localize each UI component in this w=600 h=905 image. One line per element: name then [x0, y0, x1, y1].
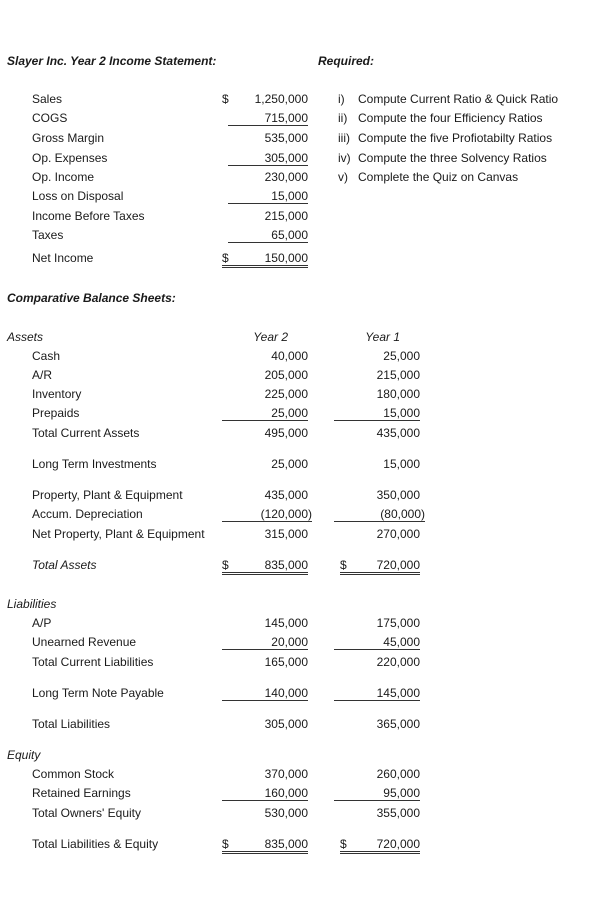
- income-label-loss-disposal: Loss on Disposal: [32, 189, 124, 203]
- prepaids-y2-underline: [222, 406, 308, 421]
- income-label-cogs: COGS: [32, 111, 68, 125]
- required-title: Required:: [318, 54, 375, 68]
- asset-y1-ppe: 350,000: [376, 488, 420, 502]
- required-item-text: Compute Current Ratio & Quick Ratio: [358, 92, 559, 106]
- liability-label-total: Total Liabilities: [32, 717, 111, 731]
- asset-y1-long-term-investments: 15,000: [383, 457, 420, 471]
- liability-y2-total-current: 165,000: [264, 655, 308, 669]
- asset-y2-cash: 40,000: [271, 349, 308, 363]
- asset-y1-inventory: 180,000: [376, 387, 420, 401]
- asset-y2-total-assets: 835,000: [264, 558, 308, 572]
- required-item-num: i): [338, 92, 345, 106]
- asset-y1-total-current: 435,000: [376, 426, 420, 440]
- liability-y1-unearned-revenue: 45,000: [383, 635, 420, 649]
- required-item-text: Compute the four Efficiency Ratios: [358, 111, 543, 125]
- unearned-y1-underline: [334, 635, 420, 650]
- asset-label-ppe: Property, Plant & Equipment: [32, 488, 183, 502]
- liability-y1-ap: 175,000: [376, 616, 420, 630]
- income-value-gross-margin: 535,000: [264, 131, 308, 145]
- liability-y2-unearned-revenue: 20,000: [271, 635, 308, 649]
- liability-label-unearned-revenue: Unearned Revenue: [32, 635, 137, 649]
- equity-label-common-stock: Common Stock: [32, 767, 115, 781]
- income-label-op-income: Op. Income: [32, 170, 95, 184]
- liability-y1-total: 365,000: [376, 717, 420, 731]
- income-value-op-income: 230,000: [264, 170, 308, 184]
- lt-note-y2-underline: [222, 686, 308, 701]
- required-item-num: v): [338, 170, 348, 184]
- balance-sheet-title: Comparative Balance Sheets:: [7, 291, 176, 305]
- liability-y1-long-term-note: 145,000: [376, 686, 420, 700]
- income-label-income-before-taxes: Income Before Taxes: [32, 209, 145, 223]
- income-value-cogs: 715,000: [228, 111, 308, 126]
- liabilities-heading: Liabilities: [7, 597, 57, 611]
- equity-y2-retained-earnings: 160,000: [264, 786, 308, 800]
- accum-dep-y1-underline: [334, 507, 425, 522]
- asset-label-cash: Cash: [32, 349, 61, 363]
- income-value-sales: 1,250,000: [254, 92, 308, 106]
- total-assets-y2-dollar: $: [222, 558, 229, 572]
- equity-y1-total-liab-equity: 720,000: [376, 837, 420, 851]
- asset-y2-net-ppe: 315,000: [264, 527, 308, 541]
- retained-y2-underline: [222, 786, 308, 801]
- equity-y1-total-owners: 355,000: [376, 806, 420, 820]
- liability-y1-total-current: 220,000: [376, 655, 420, 669]
- retained-y1-underline: [334, 786, 420, 801]
- income-label-gross-margin: Gross Margin: [32, 131, 105, 145]
- equity-y1-common-stock: 260,000: [376, 767, 420, 781]
- total-le-y2-dollar: $: [222, 837, 229, 851]
- income-value-taxes: 65,000: [228, 228, 308, 243]
- asset-y1-net-ppe: 270,000: [376, 527, 420, 541]
- equity-y2-total-owners: 530,000: [264, 806, 308, 820]
- asset-label-prepaids: Prepaids: [32, 406, 80, 420]
- equity-y1-retained-earnings: 95,000: [383, 786, 420, 800]
- income-value-income-before-taxes: 215,000: [264, 209, 308, 223]
- equity-label-total-owners: Total Owners' Equity: [32, 806, 142, 820]
- total-le-y1-dollar: $: [340, 837, 347, 851]
- asset-y2-total-current: 495,000: [264, 426, 308, 440]
- asset-label-total-current: Total Current Assets: [32, 426, 140, 440]
- asset-label-ar: A/R: [32, 368, 53, 382]
- column-year1-header: Year 1: [365, 330, 400, 344]
- income-dollar-sign: $: [222, 92, 229, 106]
- income-value-loss-disposal: 15,000: [228, 189, 308, 204]
- assets-heading: Assets: [7, 330, 44, 344]
- liability-label-long-term-note: Long Term Note Payable: [32, 686, 164, 700]
- asset-label-net-ppe: Net Property, Plant & Equipment: [32, 527, 205, 541]
- income-label-taxes: Taxes: [32, 228, 64, 242]
- asset-y2-ppe: 435,000: [264, 488, 308, 502]
- prepaids-y1-underline: [334, 406, 420, 421]
- income-value-op-expenses: 305,000: [228, 151, 308, 166]
- asset-y2-ar: 205,000: [264, 368, 308, 382]
- asset-label-total-assets: Total Assets: [32, 558, 97, 572]
- income-statement-title: Slayer Inc. Year 2 Income Statement:: [7, 54, 217, 68]
- asset-y2-accum-depreciation: (120,000): [260, 507, 312, 521]
- asset-label-accum-depreciation: Accum. Depreciation: [32, 507, 143, 521]
- column-year2-header: Year 2: [253, 330, 288, 344]
- required-item-text: Complete the Quiz on Canvas: [358, 170, 519, 184]
- equity-label-retained-earnings: Retained Earnings: [32, 786, 131, 800]
- income-label-sales: Sales: [32, 92, 63, 106]
- liability-y2-ap: 145,000: [264, 616, 308, 630]
- unearned-y2-underline: [222, 635, 308, 650]
- required-item-text: Compute the three Solvency Ratios: [358, 151, 547, 165]
- liability-label-total-current: Total Current Liabilities: [32, 655, 154, 669]
- required-item-num: iv): [338, 151, 351, 165]
- asset-y1-ar: 215,000: [376, 368, 420, 382]
- income-value-net-income: 150,000: [264, 251, 308, 265]
- asset-y1-total-assets: 720,000: [376, 558, 420, 572]
- asset-y1-accum-depreciation: (80,000): [380, 507, 425, 521]
- income-label-op-expenses: Op. Expenses: [32, 151, 108, 165]
- asset-y2-inventory: 225,000: [264, 387, 308, 401]
- net-income-dollar-sign: $: [222, 251, 229, 265]
- asset-label-long-term-investments: Long Term Investments: [32, 457, 157, 471]
- income-label-net-income: Net Income: [32, 251, 94, 265]
- accum-dep-y2-underline: [222, 507, 312, 522]
- equity-label-total-liab-equity: Total Liabilities & Equity: [32, 837, 159, 851]
- asset-y1-prepaids: 15,000: [383, 406, 420, 420]
- liability-label-ap: A/P: [32, 616, 52, 630]
- total-assets-y1-dollar: $: [340, 558, 347, 572]
- asset-label-inventory: Inventory: [32, 387, 82, 401]
- asset-y2-prepaids: 25,000: [271, 406, 308, 420]
- required-item-text: Compute the five Profiotabilty Ratios: [358, 131, 553, 145]
- equity-y2-total-liab-equity: 835,000: [264, 837, 308, 851]
- asset-y2-long-term-investments: 25,000: [271, 457, 308, 471]
- liability-y2-total: 305,000: [264, 717, 308, 731]
- equity-heading: Equity: [7, 748, 41, 762]
- liability-y2-long-term-note: 140,000: [264, 686, 308, 700]
- equity-y2-common-stock: 370,000: [264, 767, 308, 781]
- required-item-num: iii): [338, 131, 350, 145]
- lt-note-y1-underline: [334, 686, 420, 701]
- required-item-num: ii): [338, 111, 348, 125]
- asset-y1-cash: 25,000: [383, 349, 420, 363]
